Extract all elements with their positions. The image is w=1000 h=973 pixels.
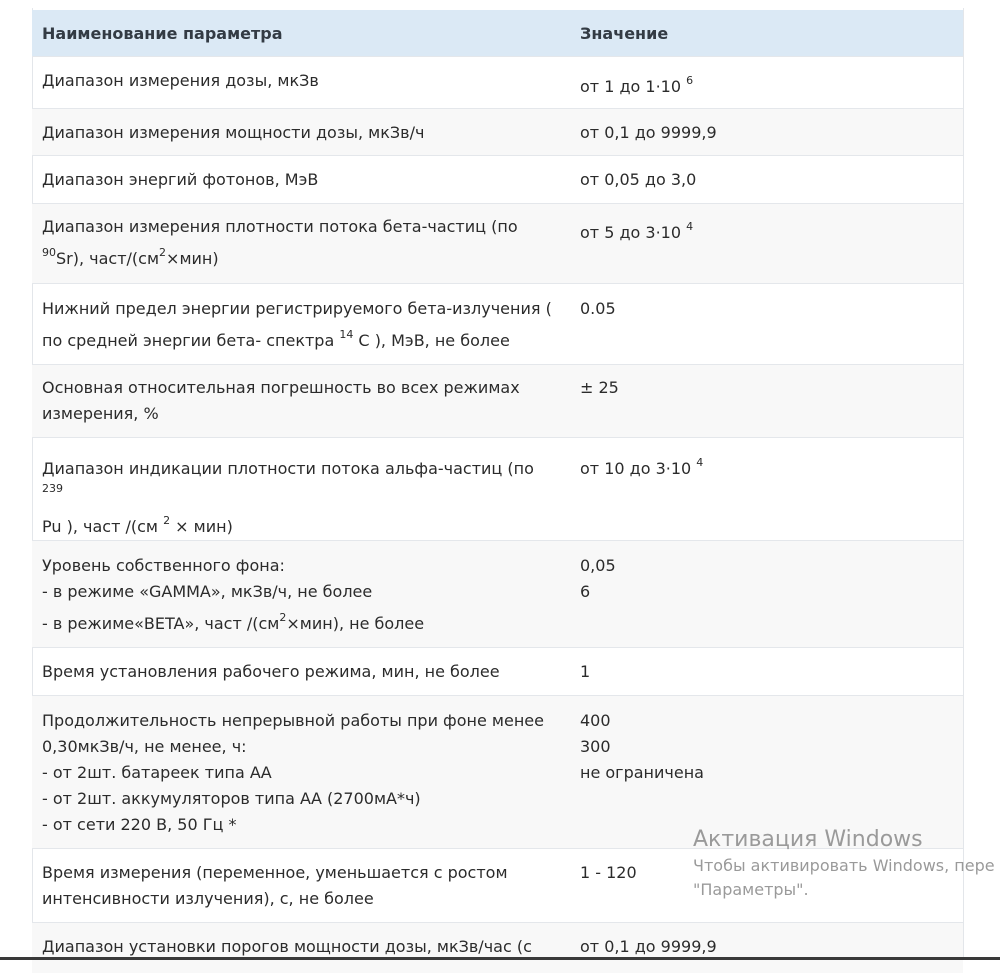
table-row xyxy=(32,365,963,438)
value-cell: 0,05 6 xyxy=(570,541,963,648)
value-cell: ± 25 xyxy=(570,365,963,438)
watermark-line-1: Чтобы активировать Windows, пере xyxy=(693,856,995,875)
table-row xyxy=(32,204,963,284)
table-row xyxy=(32,284,963,365)
header-param: Наименование параметра xyxy=(32,10,570,57)
value-cell: от 0,1 до 9999,9 xyxy=(570,923,963,973)
param-cell: Диапазон измерения дозы, мкЗв xyxy=(32,57,570,109)
value-cell: 0.05 xyxy=(570,284,963,365)
value-cell: от 10 до 3·10 $^4$ xyxy=(570,438,963,541)
table-row xyxy=(32,923,963,973)
param-cell: Продолжительность непрерывной работы при фоне менее 0,30мкЗв/ч, не менее, ч: - от 2шт. батареек типа АА - от 2шт. аккумуляторов типа АА (2700мА*ч) - от сети 220 В, 50 Гц * xyxy=(32,696,570,849)
table-row xyxy=(32,696,963,849)
table-header-row xyxy=(32,10,963,57)
table-row xyxy=(32,156,963,204)
param-cell: Основная относительная погрешность во всех режимах измерения, % xyxy=(32,365,570,438)
spec-table xyxy=(32,10,963,973)
param-cell: Диапазон энергий фотонов, МэВ xyxy=(32,156,570,204)
table-row xyxy=(32,849,963,923)
param-cell: Уровень собственного фона: - в режиме «GAMMA», мкЗв/ч, не более - в режиме«BETA», част $/(см^2\times мин)$, не более xyxy=(32,541,570,648)
param-cell: Диапазон измерения плотности потока бета-частиц (по $^{90}$Sr), част/$(см^2\times мин)$ xyxy=(32,204,570,284)
value-cell: от 1 до 1·10 $^6$ xyxy=(570,57,963,109)
table-row xyxy=(32,648,963,696)
table-row xyxy=(32,438,963,541)
header-value: Значение xyxy=(570,10,963,57)
param-cell: Нижний предел энергии регистрируемого бета-излучения ( по средней энергии бета- спектра $^{14}$ С ), МэВ, не более xyxy=(32,284,570,365)
value-cell: от 0,05 до 3,0 xyxy=(570,156,963,204)
value-cell: 400 300 не ограничена xyxy=(570,696,963,849)
param-cell: Время измерения (переменное, уменьшается с ростом интенсивности излучения), с, не более xyxy=(32,849,570,923)
param-cell: Диапазон установки порогов мощности дозы, мкЗв/час (с xyxy=(32,923,570,973)
value-cell: от 0,1 до 9999,9 xyxy=(570,109,963,156)
value-cell: 1 - 120 xyxy=(570,849,963,923)
value-cell: 1 xyxy=(570,648,963,696)
table-row xyxy=(32,541,963,648)
param-cell: Диапазон измерения мощности дозы, мкЗв/ч xyxy=(32,109,570,156)
watermark-line-2: "Параметры". xyxy=(693,880,809,899)
table-row xyxy=(32,109,963,156)
param-cell: Время установления рабочего режима, мин, не более xyxy=(32,648,570,696)
watermark-title: Активация Windows xyxy=(693,827,923,852)
value-cell: от 5 до 3·10 $^4$ xyxy=(570,204,963,284)
table-row xyxy=(32,57,963,109)
param-cell: Диапазон индикации плотности потока альфа-частиц (по $^{239}$ Pu ), част /(см $^2$ × мин) xyxy=(32,438,570,541)
